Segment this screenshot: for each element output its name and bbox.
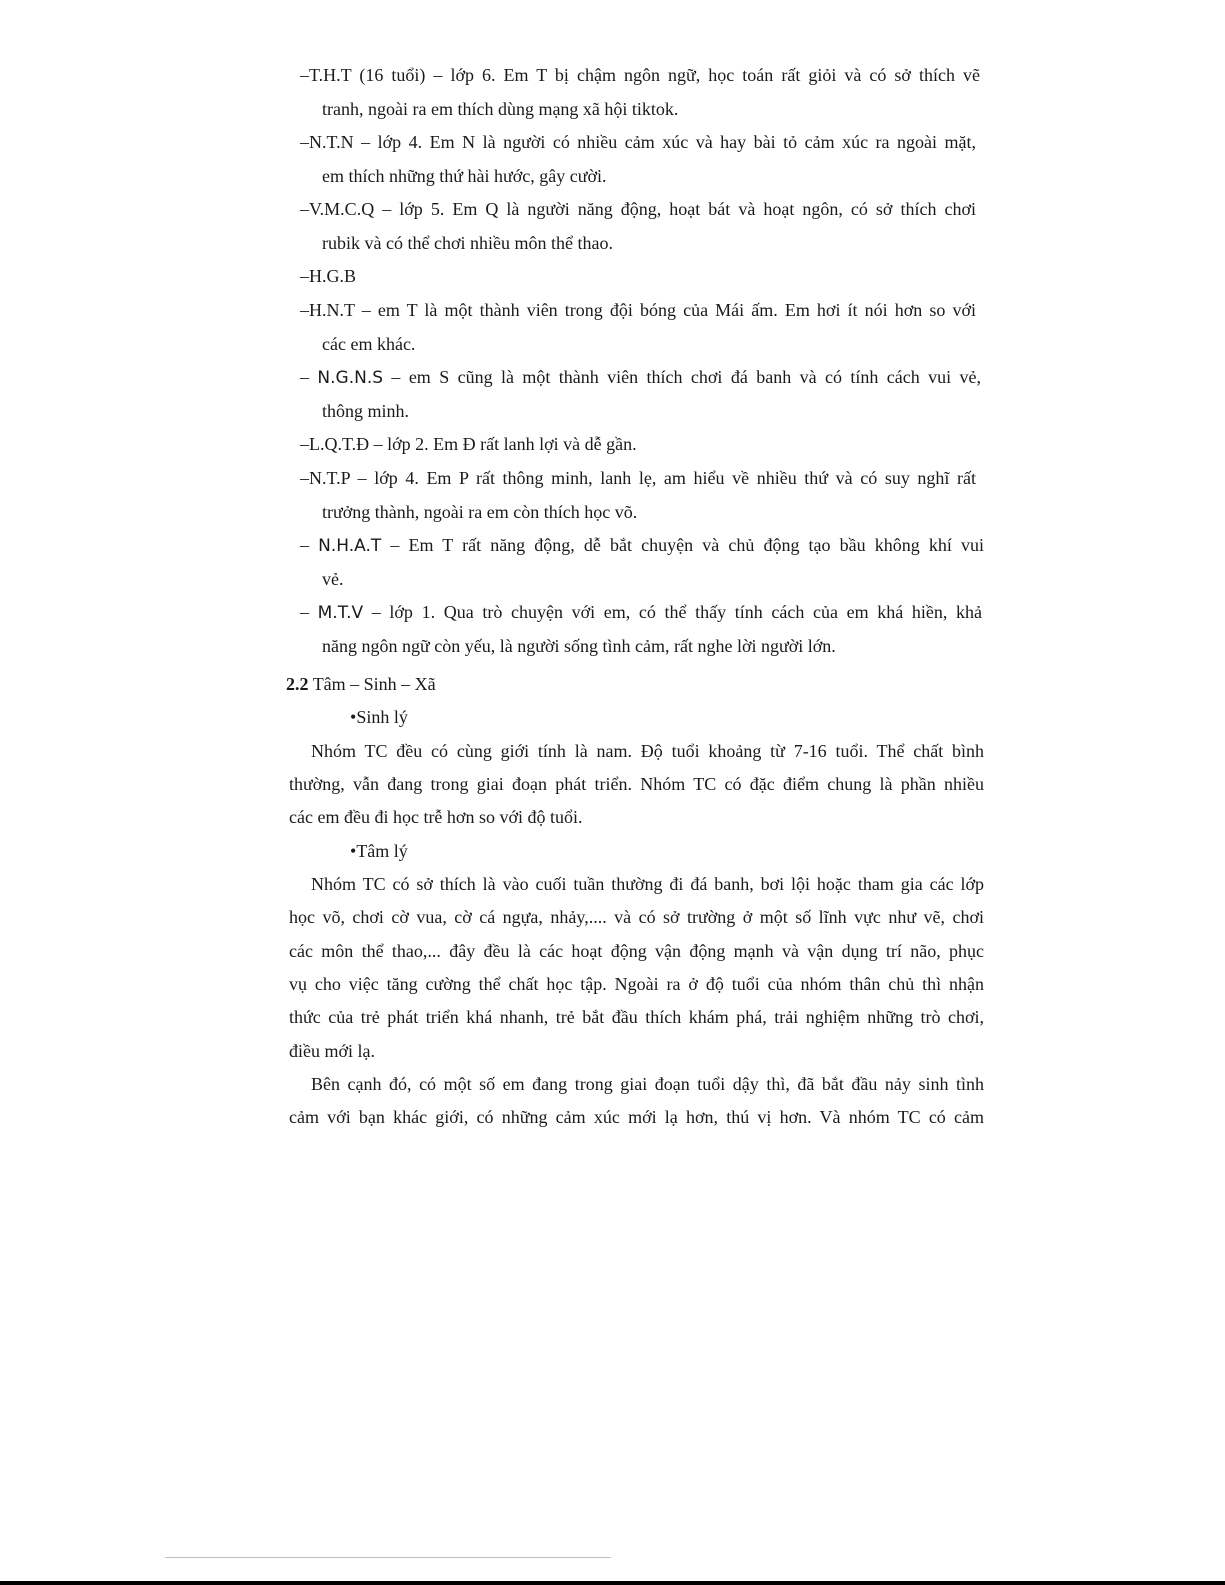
paragraph-line: các môn thể thao,... đây đều là các hoạt động vận động mạnh và vận dụng trí não, phục <box>289 941 984 961</box>
bullet-icon: • <box>350 841 357 861</box>
student-description: – lớp 5. Em Q là người năng động, hoạt bát và hoạt ngôn, có sở thích chơi <box>382 199 976 219</box>
student-description: – lớp 1. Qua trò chuyện với em, có thể thấy tính cách của em khá hiền, khả <box>371 602 982 622</box>
student-code: H.N.T <box>309 300 355 320</box>
list-dash: – <box>300 65 309 85</box>
student-description: – Em T rất năng động, dễ bắt chuyện và chủ động tạo bầu không khí vui <box>390 535 985 555</box>
list-dash: – <box>300 132 309 152</box>
student-code: T.H.T <box>309 65 352 85</box>
paragraph-line: học võ, chơi cờ vua, cờ cá ngựa, nhảy,.... và có sở trường ở một số lĩnh vực như vẽ, chơi <box>289 907 984 927</box>
page-bottom-edge <box>0 1581 1225 1585</box>
paragraph-line: cảm với bạn khác giới, có những cảm xúc mới lạ hơn, thú vị hơn. Và nhóm TC có cảm <box>289 1107 984 1127</box>
paragraph-line: các em đều đi học trễ hơn so với độ tuổi. <box>289 807 583 827</box>
student-line-continued: năng ngôn ngữ còn yếu, là người sống tình cảm, rất nghe lời người lớn. <box>322 636 836 656</box>
subheading-physiology <box>350 706 408 728</box>
paragraph-line: điều mới lạ. <box>289 1041 376 1061</box>
subheading-label: Sinh lý <box>356 707 408 727</box>
list-dash: – <box>300 602 309 622</box>
student-line <box>300 198 976 220</box>
list-dash: – <box>300 266 309 286</box>
student-description: – lớp 4. Em N là người có nhiều cảm xúc và hay bài tỏ cảm xúc ra ngoài mặt, <box>361 132 976 152</box>
student-code: N.H.A.T <box>318 536 382 556</box>
paragraph-line: Nhóm TC có sở thích là vào cuối tuần thường đi đá banh, bơi lội hoặc tham gia các lớp <box>311 874 984 894</box>
list-dash: – <box>300 434 309 454</box>
student-line-continued: rubik và có thể chơi nhiều môn thể thao. <box>322 233 613 253</box>
list-dash: – <box>300 300 309 320</box>
student-description: – em T là một thành viên trong đội bóng của Mái ấm. Em hơi ít nói hơn so với <box>361 300 976 320</box>
paragraph-line: thường, vẫn đang trong giai đoạn phát triển. Nhóm TC có đặc điểm chung là phần nhiều <box>289 774 984 794</box>
list-dash: – <box>300 199 309 219</box>
student-line <box>300 534 984 557</box>
student-code: N.T.P <box>309 468 351 488</box>
student-line <box>300 433 637 455</box>
student-line <box>300 64 980 86</box>
student-line <box>300 366 981 389</box>
section-number: 2.2 <box>286 674 309 694</box>
subheading-psychology <box>350 840 408 862</box>
list-dash: – <box>300 367 309 387</box>
section-title: Tâm – Sinh – Xã <box>312 674 436 694</box>
list-dash: – <box>300 535 309 555</box>
student-line <box>300 131 976 153</box>
student-description: – em S cũng là một thành viên thích chơi đá banh và có tính cách vui vẻ, <box>391 367 982 387</box>
list-dash: – <box>300 468 309 488</box>
paragraph-line: thức của trẻ phát triển khá nhanh, trẻ bắt đầu thích khám phá, trải nghiệm những trò chơi, <box>289 1007 984 1027</box>
student-line <box>300 601 982 624</box>
footnote-separator <box>165 1557 611 1558</box>
student-code: V.M.C.Q <box>309 199 375 219</box>
student-code: H.G.B <box>309 266 357 286</box>
student-line-continued: trưởng thành, ngoài ra em còn thích học võ. <box>322 502 638 522</box>
student-code: M.T.V <box>317 603 364 623</box>
student-description: (16 tuổi) – lớp 6. Em T bị chậm ngôn ngữ, học toán rất giỏi và có sở thích vẽ <box>359 65 980 85</box>
student-line-continued: thông minh. <box>322 401 410 421</box>
paragraph-line: vụ cho việc tăng cường thể chất học tập. Ngoài ra ở độ tuổi của nhóm thân chủ thì nhận <box>289 974 984 994</box>
student-line <box>300 299 976 321</box>
section-heading <box>286 673 436 695</box>
student-code: N.G.N.S <box>317 368 384 388</box>
student-line <box>300 467 976 489</box>
student-code: L.Q.T.Đ <box>309 434 370 454</box>
student-description: – lớp 4. Em P rất thông minh, lanh lẹ, am hiểu về nhiều thứ và có suy nghĩ rất <box>357 468 977 488</box>
student-line-continued: các em khác. <box>322 334 416 354</box>
student-description: – lớp 2. Em Đ rất lanh lợi và dễ gần. <box>373 434 637 454</box>
bullet-icon: • <box>350 707 357 727</box>
paragraph-line: Bên cạnh đó, có một số em đang trong giai đoạn tuổi dậy thì, đã bắt đầu nảy sinh tình <box>311 1074 984 1094</box>
student-line-continued: tranh, ngoài ra em thích dùng mạng xã hội tiktok. <box>322 99 679 119</box>
student-line-continued: vẻ. <box>322 569 344 589</box>
student-line <box>300 265 356 287</box>
paragraph-line: Nhóm TC đều có cùng giới tính là nam. Độ tuổi khoảng từ 7-16 tuổi. Thể chất bình <box>311 741 984 761</box>
student-code: N.T.N <box>309 132 354 152</box>
subheading-label: Tâm lý <box>356 841 408 861</box>
student-line-continued: em thích những thứ hài hước, gây cười. <box>322 166 607 186</box>
